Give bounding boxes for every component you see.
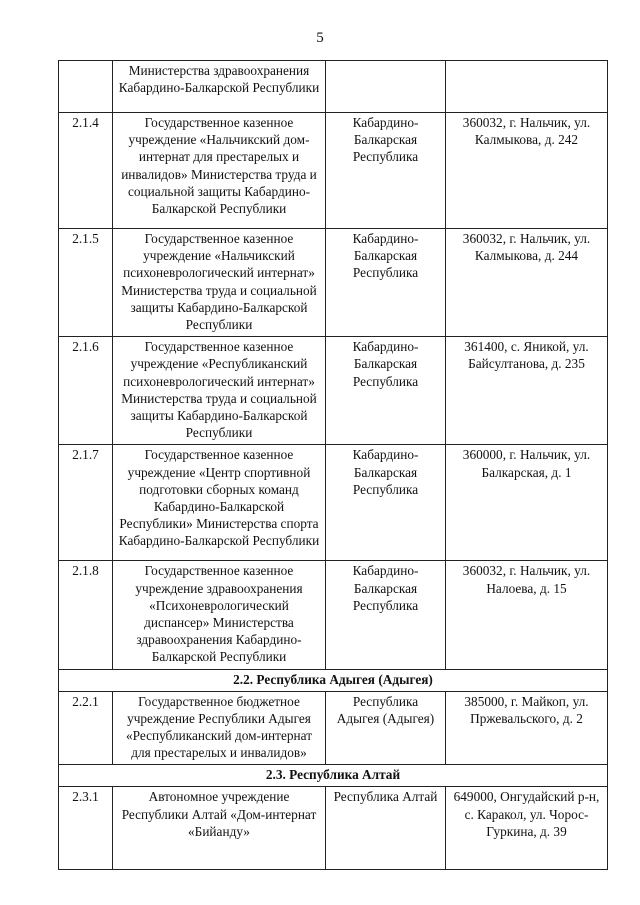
table-row	[59, 787, 608, 870]
institution-name: Государственное казенное учреждение «Центр спортивной подготовки сборных команд Кабардино-Балкарской Республики» Министерства спорта Кабардино-Балкарской Республики	[113, 445, 326, 561]
address: 360032, г. Нальчик, ул. Калмыкова, д. 242	[446, 113, 608, 229]
region	[326, 61, 446, 113]
section-title: 2.2. Республика Адыгея (Адыгея)	[59, 669, 608, 691]
table-row	[59, 691, 608, 765]
region: Республика Адыгея (Адыгея)	[326, 691, 446, 765]
address: 360000, г. Нальчик, ул. Балкарская, д. 1	[446, 445, 608, 561]
row-number: 2.1.4	[59, 113, 113, 229]
region: Кабардино-Балкарская Республика	[326, 445, 446, 561]
row-number: 2.1.7	[59, 445, 113, 561]
region: Кабардино-Балкарская Республика	[326, 561, 446, 669]
institution-name: Государственное казенное учреждение «Нальчикский психоневрологический интернат» Министерства труда и социальной защиты Кабардино-Балкарской Республики	[113, 229, 326, 337]
institution-name: Министерства здравоохранения Кабардино-Балкарской Республики	[113, 61, 326, 113]
page-number: 5	[316, 30, 324, 46]
address: 649000, Онгудайский р-н, с. Каракол, ул. Чорос-Гуркина, д. 39	[446, 787, 608, 870]
institution-name: Автономное учреждение Республики Алтай «Дом-интернат «Бийанду»	[113, 787, 326, 870]
table-row	[59, 113, 608, 229]
row-number: 2.1.8	[59, 561, 113, 669]
row-number: 2.2.1	[59, 691, 113, 765]
row-number: 2.1.6	[59, 337, 113, 445]
address: 360032, г. Нальчик, ул. Калмыкова, д. 244	[446, 229, 608, 337]
section-header-row	[59, 669, 608, 691]
region: Республика Алтай	[326, 787, 446, 870]
institutions-table	[58, 60, 608, 870]
address: 385000, г. Майкоп, ул. Пржевальского, д. 2	[446, 691, 608, 765]
table-row	[59, 561, 608, 669]
table-row	[59, 337, 608, 445]
region: Кабардино-Балкарская Республика	[326, 113, 446, 229]
table-row	[59, 229, 608, 337]
institution-name: Государственное казенное учреждение «Республиканский психоневрологический интернат» Министерства труда и социальной защиты Кабардино-Балкарской Республики	[113, 337, 326, 445]
row-number: 2.3.1	[59, 787, 113, 870]
section-title: 2.3. Республика Алтай	[59, 765, 608, 787]
address: 361400, с. Яникой, ул. Байсултанова, д. 235	[446, 337, 608, 445]
region: Кабардино-Балкарская Республика	[326, 337, 446, 445]
address	[446, 61, 608, 113]
section-header-row	[59, 765, 608, 787]
institution-name: Государственное казенное учреждение здравоохранения «Психоневрологический диспансер» Министерства здравоохранения Кабардино-Балкарской Республики	[113, 561, 326, 669]
address: 360032, г. Нальчик, ул. Налоева, д. 15	[446, 561, 608, 669]
row-number: 2.1.5	[59, 229, 113, 337]
table-row	[59, 445, 608, 561]
institution-name: Государственное казенное учреждение «Нальчикский дом-интернат для престарелых и инвалидов» Министерства труда и социальной защиты Кабардино-Балкарской Республики	[113, 113, 326, 229]
region: Кабардино-Балкарская Республика	[326, 229, 446, 337]
institution-name: Государственное бюджетное учреждение Республики Адыгея «Республиканский дом-интернат для престарелых и инвалидов»	[113, 691, 326, 765]
table-row	[59, 61, 608, 113]
row-number	[59, 61, 113, 113]
